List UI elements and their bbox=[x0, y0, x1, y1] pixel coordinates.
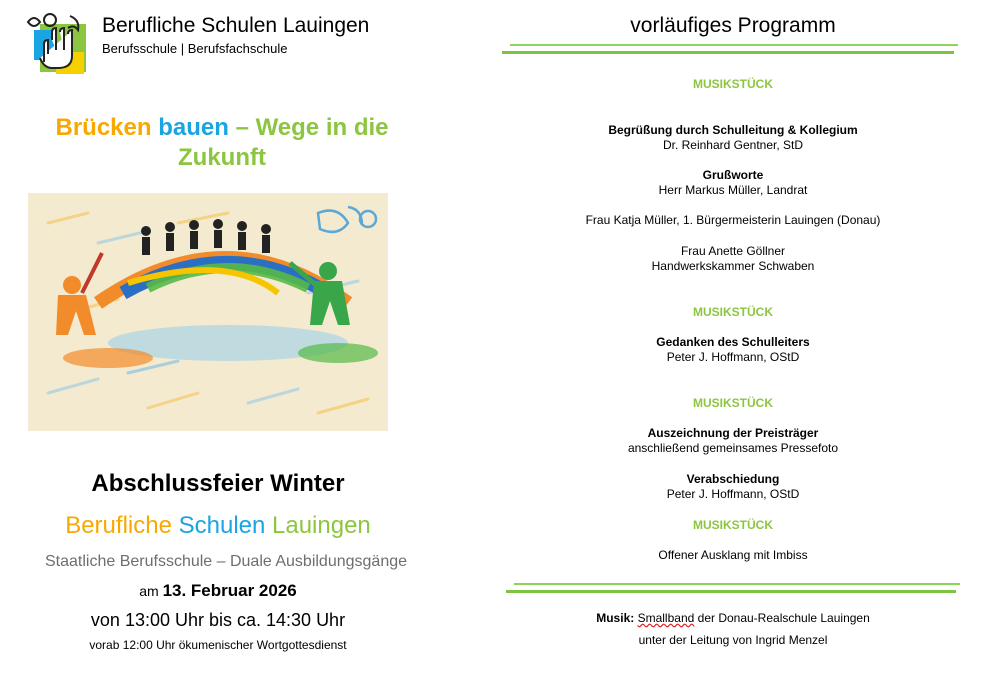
school-name: Berufliche Schulen Lauingen bbox=[102, 14, 370, 37]
event-school-part-2: Schulen bbox=[178, 512, 266, 539]
greeting-2: Frau Katja Müller, 1. Bürgermeisterin Lauingen (Donau) bbox=[585, 213, 881, 227]
program-award bbox=[510, 426, 956, 456]
event-time: von 13:00 Uhr bis ca. 14:30 Uhr bbox=[90, 610, 346, 630]
motto-part-1: Brücken bbox=[55, 114, 152, 141]
program-closing: Offener Ausklang mit Imbiss bbox=[658, 548, 808, 562]
greeting-3-org: Handwerkskammer Schwaben bbox=[651, 259, 815, 273]
music-item-1: MUSIKSTÜCK bbox=[693, 77, 773, 91]
band-name: Smallband bbox=[637, 611, 695, 625]
divider-top-2 bbox=[502, 51, 954, 54]
motto-part-2: bauen bbox=[158, 114, 229, 141]
event-school-name bbox=[20, 512, 416, 540]
program-thoughts bbox=[510, 335, 956, 365]
music-item-4: MUSIKSTÜCK bbox=[693, 518, 773, 532]
music-credits bbox=[510, 607, 956, 651]
event-pre-service: vorab 12:00 Uhr ökumenischer Wortgottesdienst bbox=[89, 638, 347, 652]
award-heading: Auszeichnung der Preisträger bbox=[647, 426, 819, 440]
school-logo bbox=[26, 12, 92, 82]
farewell-person: Peter J. Hoffmann, OStD bbox=[666, 487, 800, 501]
credits-line-1 bbox=[510, 607, 956, 629]
program-welcome bbox=[510, 123, 956, 153]
divider-top-1 bbox=[510, 44, 958, 46]
greeting-1: Herr Markus Müller, Landrat bbox=[658, 183, 808, 197]
award-note: anschließend gemeinsames Pressefoto bbox=[627, 441, 839, 455]
welcome-heading: Begrüßung durch Schulleitung & Kollegium bbox=[608, 123, 858, 137]
event-date-prefix: am bbox=[139, 583, 159, 599]
band-school: der Donau-Realschule Lauingen bbox=[697, 611, 870, 625]
event-school-part-3: Lauingen bbox=[272, 512, 371, 539]
event-date: 13. Februar 2026 bbox=[162, 581, 297, 600]
program-greetings bbox=[510, 168, 956, 198]
event-subtitle: Staatliche Berufsschule – Duale Ausbildungsgänge bbox=[44, 553, 408, 570]
farewell-heading: Verabschiedung bbox=[686, 472, 780, 486]
motto-part-3: – Wege in die Zukunft bbox=[178, 114, 389, 171]
event-date-line bbox=[20, 581, 416, 601]
credits-direction: unter der Leitung von Ingrid Menzel bbox=[638, 633, 828, 647]
greetings-heading: Grußworte bbox=[702, 168, 764, 182]
divider-bottom-1 bbox=[514, 583, 960, 585]
music-item-2: MUSIKSTÜCK bbox=[693, 305, 773, 319]
welcome-person: Dr. Reinhard Gentner, StD bbox=[662, 138, 804, 152]
bridge-artwork bbox=[28, 193, 388, 431]
divider-bottom-2 bbox=[506, 590, 956, 593]
greeting-3-name: Frau Anette Göllner bbox=[680, 244, 786, 258]
program-farewell bbox=[510, 472, 956, 502]
event-school-part-1: Berufliche bbox=[65, 512, 172, 539]
school-subtitle: Berufsschule | Berufsfachschule bbox=[102, 41, 288, 56]
thoughts-heading: Gedanken des Schulleiters bbox=[656, 335, 810, 349]
program-title: vorläufiges Programm bbox=[630, 14, 836, 37]
motto-heading bbox=[30, 113, 414, 173]
thoughts-person: Peter J. Hoffmann, OStD bbox=[666, 350, 800, 364]
program-greeting-3 bbox=[510, 244, 956, 274]
credits-label: Musik: bbox=[596, 611, 635, 625]
event-title: Abschlussfeier Winter bbox=[91, 470, 345, 497]
music-item-3: MUSIKSTÜCK bbox=[693, 396, 773, 410]
